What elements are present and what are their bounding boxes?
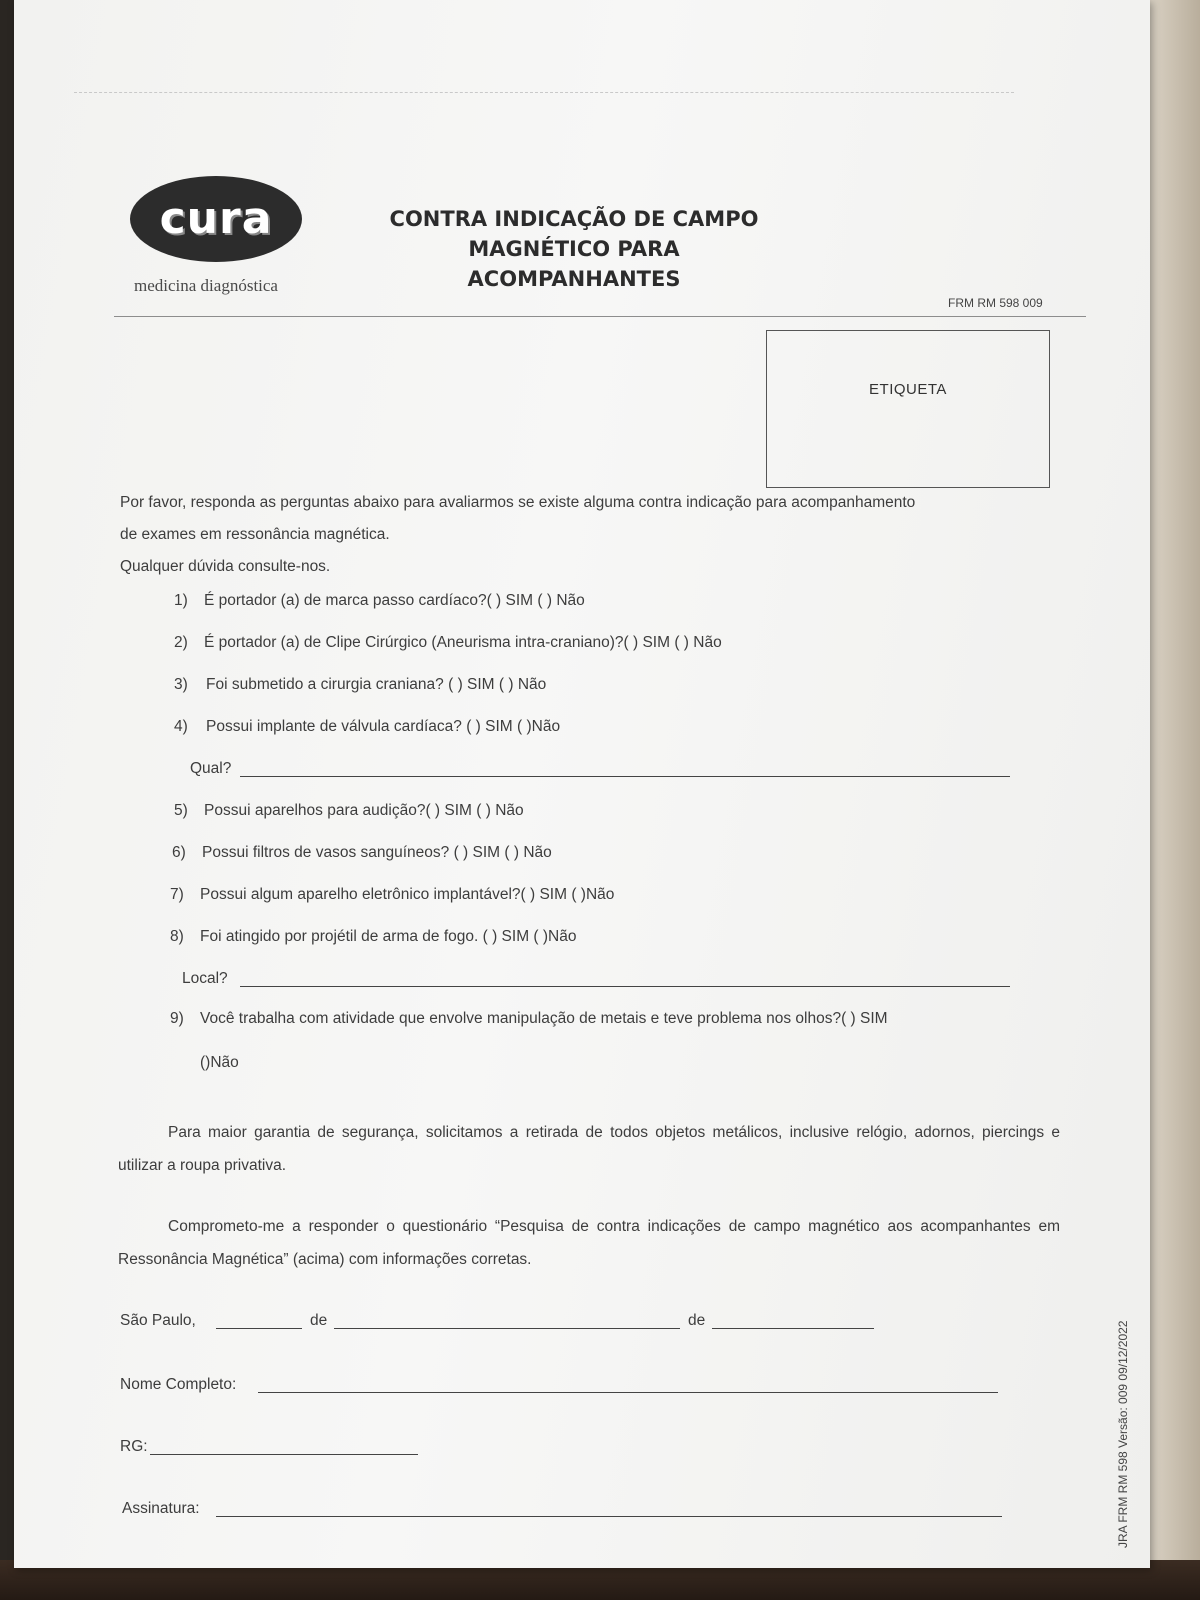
question-3[interactable]: Foi submetido a cirurgia craniana? ( ) SIM ( ) Não (206, 676, 547, 693)
form-code: FRM RM 598 009 (948, 296, 1043, 310)
de-label-2: de (688, 1312, 706, 1329)
question-2-number: 2) (174, 634, 188, 651)
label-box-text: ETIQUETA (869, 381, 947, 398)
question-8-sub-field[interactable] (240, 986, 1010, 987)
full-name-field[interactable] (258, 1392, 998, 1393)
month-field[interactable] (334, 1328, 680, 1329)
question-5[interactable]: Possui aparelhos para audição?( ) SIM ( ) Não (204, 802, 524, 819)
question-9-continuation[interactable]: ()Não (200, 1054, 239, 1071)
rg-label: RG: (120, 1438, 148, 1455)
day-field[interactable] (216, 1328, 302, 1329)
intro-line-3: Qualquer dúvida consulte-nos. (120, 558, 331, 575)
question-8-number: 8) (170, 928, 184, 945)
logo-tagline: medicina diagnóstica (134, 276, 278, 295)
rg-field[interactable] (150, 1454, 418, 1455)
signature-field[interactable] (216, 1516, 1002, 1517)
question-1[interactable]: É portador (a) de marca passo cardíaco?( ) SIM ( ) Não (204, 592, 585, 609)
de-label-1: de (310, 1312, 328, 1329)
header-rule (114, 316, 1086, 317)
question-6-number: 6) (172, 844, 186, 861)
title-line-3: ACOMPANHANTES (467, 267, 681, 291)
question-9-number: 9) (170, 1010, 184, 1027)
safety-paragraph: Para maior garantia de segurança, solicitamos a retirada de todos objetos metálicos, inclusive relógio, adornos, piercings e utilizar a roupa privativa. (118, 1124, 1060, 1174)
city-label: São Paulo, (120, 1312, 196, 1329)
question-5-number: 5) (174, 802, 188, 819)
label-box (766, 330, 1050, 488)
question-4-number: 4) (174, 718, 188, 735)
logo-wordmark: cura (159, 193, 273, 244)
intro-line-2: de exames em ressonância magnética. (120, 526, 390, 543)
question-4-sub-label: Qual? (190, 760, 232, 777)
title-line-2: MAGNÉTICO PARA (468, 237, 680, 261)
question-3-number: 3) (174, 676, 188, 693)
form-page (14, 0, 1150, 1568)
title-line-1: CONTRA INDICAÇÃO DE CAMPO (389, 207, 759, 231)
full-name-label: Nome Completo: (120, 1376, 237, 1393)
question-8-sub-label: Local? (182, 970, 228, 987)
question-6[interactable]: Possui filtros de vasos sanguíneos? ( ) SIM ( ) Não (202, 844, 552, 861)
signature-label: Assinatura: (122, 1500, 200, 1517)
question-7[interactable]: Possui algum aparelho eletrônico implantável?( ) SIM ( )Não (200, 886, 615, 903)
question-9[interactable]: Você trabalha com atividade que envolve manipulação de metais e teve problema nos olhos?( ) SIM (200, 1010, 888, 1027)
question-1-number: 1) (174, 592, 188, 609)
top-dashed-rule (74, 92, 1014, 93)
question-4[interactable]: Possui implante de válvula cardíaca? ( ) SIM ( )Não (206, 718, 561, 735)
cura-logo (130, 176, 302, 262)
question-7-number: 7) (170, 886, 184, 903)
commitment-paragraph: Comprometo-me a responder o questionário “Pesquisa de contra indicações de campo magnético aos acompanhantes em Ressonância Magnética” (acima) com informações corretas. (118, 1218, 1060, 1268)
form-title (354, 204, 794, 294)
intro-line-1: Por favor, responda as perguntas abaixo para avaliarmos se existe alguma contra indicação para acompanhamento (120, 494, 916, 511)
year-field[interactable] (712, 1328, 874, 1329)
question-8[interactable]: Foi atingido por projétil de arma de fogo. ( ) SIM ( )Não (200, 928, 577, 945)
question-4-sub-field[interactable] (240, 776, 1010, 777)
version-footer: JRA FRM RM 598 Versão: 009 09/12/2022 (1116, 1320, 1130, 1548)
question-2[interactable]: É portador (a) de Clipe Cirúrgico (Aneurisma intra-craniano)?( ) SIM ( ) Não (204, 634, 722, 651)
